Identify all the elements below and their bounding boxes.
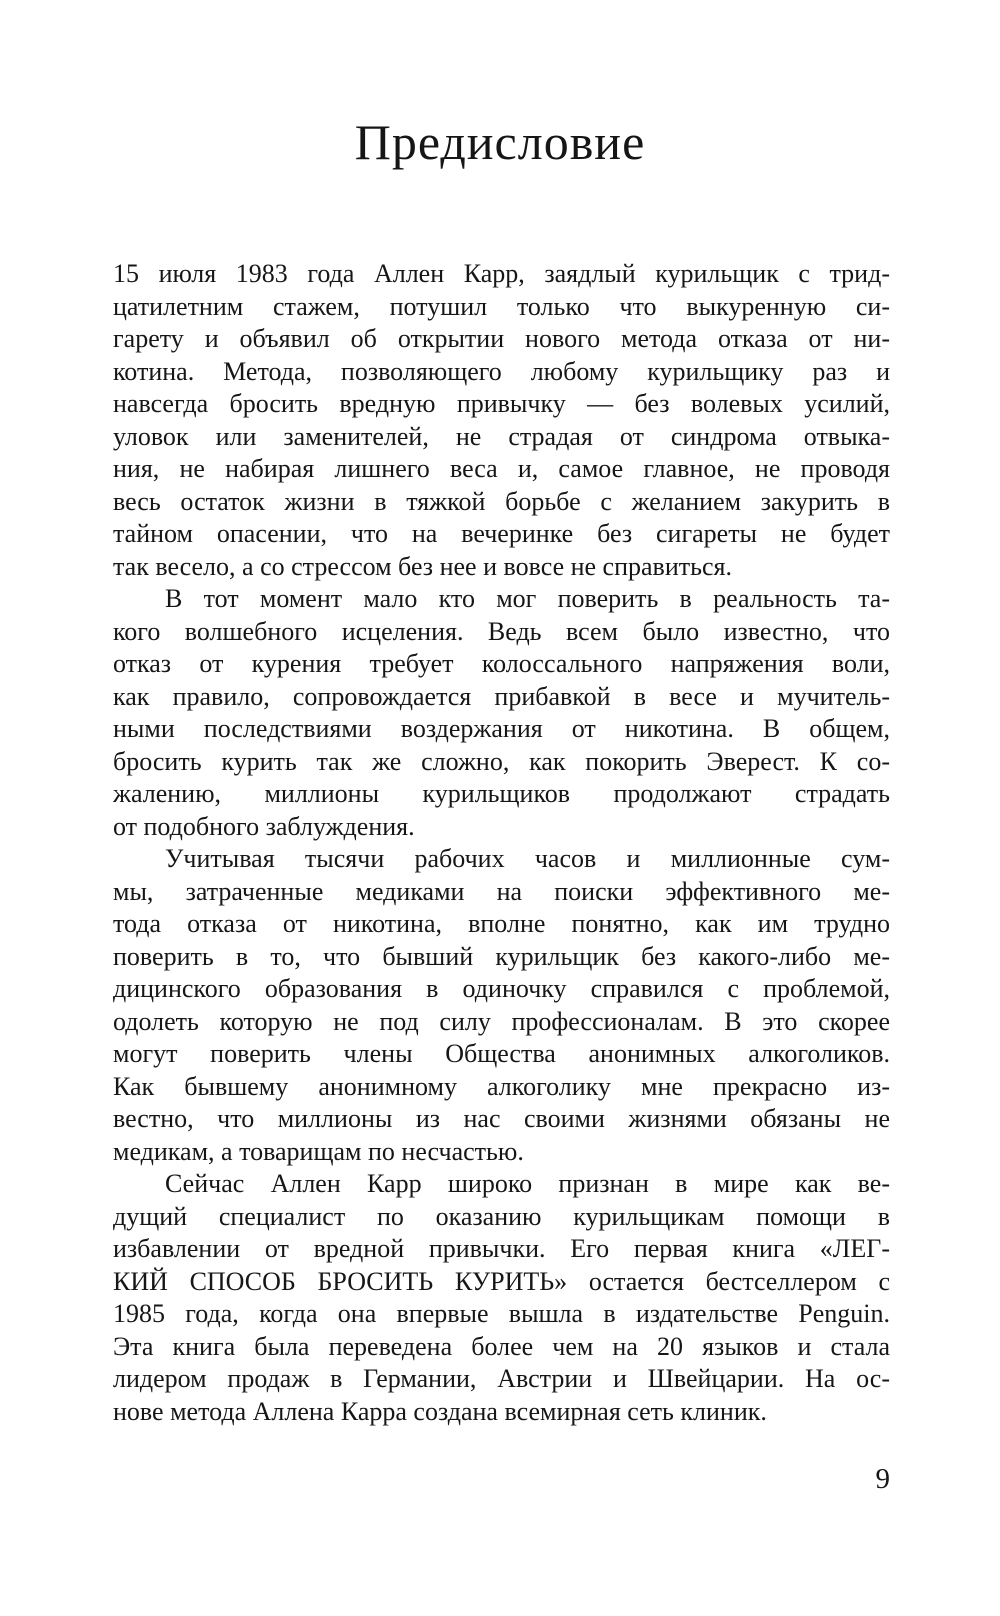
text-line: одолеть которую не под силу профессионалам. В это скорее [113,1006,890,1036]
text-line: избавлении от вредной привычки. Его первая книга «ЛЕГ- [113,1234,890,1263]
text-line: жалению, миллионы курильщиков продолжают страдать [113,779,890,808]
paragraph [113,843,890,1168]
text-line: дущий специалист по оказанию курильщикам помощи в [113,1201,890,1231]
text-line: цатилетним стажем, потушил только что выкуренную си- [113,291,890,321]
text-line: от подобного заблуждения. [113,811,415,841]
text-line: мы, затраченные медиками на поиски эффективного ме- [113,876,890,906]
text-line: КИЙ СПОСОБ БРОСИТЬ КУРИТЬ» остается бестселлером с [113,1266,890,1296]
body-text [113,258,890,1428]
text-line: тайном опасении, что на вечеринке без сигареты не будет [113,519,890,548]
text-line: Сейчас Аллен Карр широко признан в мире как ве- [165,1169,890,1198]
text-line: Эта книга была переведена более чем на 20 языков и стала [113,1331,890,1361]
text-line: как правило, сопровождается прибавкой в весе и мучитель- [113,681,890,711]
text-line: нове метода Аллена Карра создана всемирная сеть клиник. [113,1396,767,1426]
text-line: ния, не набирая лишнего веса и, самое главное, не проводя [113,454,890,483]
text-line: Учитывая тысячи рабочих часов и миллионные сум- [165,844,890,873]
text-line: поверить в то, что бывший курильщик без какого-либо ме- [113,941,890,971]
text-line: дицинского образования в одиночку справился с проблемой, [113,974,890,1003]
text-line: вестно, что миллионы из нас своими жизнями обязаны не [113,1104,890,1133]
text-line: Как бывшему анонимному алкоголику мне прекрасно из- [113,1071,890,1101]
text-line: отказ от курения требует колоссального напряжения воли, [113,649,890,678]
text-line: ными последствиями воздержания от никотина. В общем, [113,714,890,743]
text-line: 1985 года, когда она впервые вышла в издательстве Penguin. [113,1299,890,1328]
paragraph [113,258,890,583]
text-line: навсегда бросить вредную привычку — без волевых усилий, [113,389,890,418]
text-line: лидером продаж в Германии, Австрии и Швейцарии. На ос- [113,1364,890,1393]
text-line: тода отказа от никотина, вполне понятно, как им трудно [113,909,890,938]
text-line: кого волшебного исцеления. Ведь всем было известно, что [113,616,890,646]
page-number: 9 [875,1463,890,1495]
text-line: котина. Метода, позволяющего любому курильщику раз и [113,356,890,386]
text-line: В тот момент мало кто мог поверить в реальность та- [165,584,890,613]
text-line: бросить курить так же сложно, как покорить Эверест. К со- [113,746,890,776]
text-line: медикам, а товарищам по несчастью. [113,1136,524,1166]
paragraph [113,1168,890,1428]
text-line: могут поверить члены Общества анонимных алкоголиков. [113,1039,890,1068]
text-line: уловок или заменителей, не страдая от синдрома отвыка- [113,421,890,451]
text-line: гарету и объявил об открытии нового метода отказа от ни- [113,324,890,353]
text-line: так весело, а со стрессом без нее и вовсе не справиться. [113,551,732,581]
text-line: 15 июля 1983 года Аллен Карр, заядлый курильщик с трид- [113,259,890,288]
paragraph [113,583,890,843]
text-line: весь остаток жизни в тяжкой борьбе с желанием закурить в [113,486,890,516]
page-title: Предисловие [354,114,646,170]
